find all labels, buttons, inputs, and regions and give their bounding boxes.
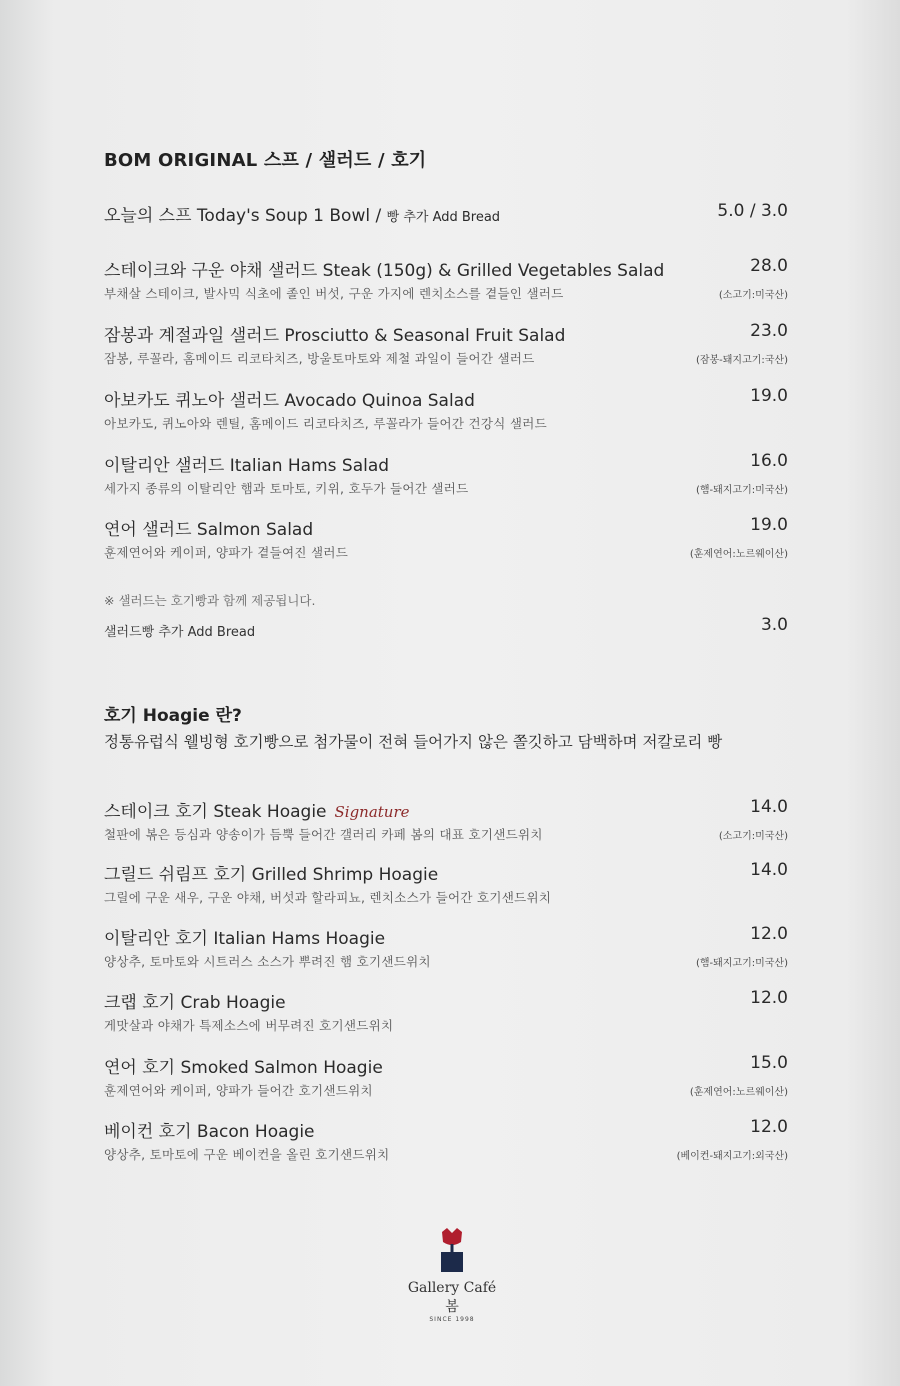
item-origin: (훈제연어:노르웨이산) bbox=[689, 1087, 788, 1098]
item-description: 양상추, 토마토에 구운 베이컨을 올린 호기샌드위치 bbox=[104, 1147, 390, 1162]
item-name-text: 스테이크 호기 Steak Hoagie bbox=[104, 802, 327, 822]
item-description: 잠봉, 루꼴라, 홈메이드 리코타치즈, 방울토마토와 제철 과일이 들어간 샐러드 bbox=[104, 351, 535, 366]
item-description: 그릴에 구운 새우, 구운 야채, 버섯과 할라피뇨, 렌치소스가 들어간 호기샌드위치 bbox=[104, 890, 552, 905]
item-description: 게맛살과 야채가 특제소스에 버무려진 호기샌드위치 bbox=[104, 1018, 394, 1033]
item-origin: (햄-돼지고기:미국산) bbox=[695, 958, 788, 969]
item-price: 23.0 bbox=[750, 321, 788, 341]
soup-name bbox=[104, 201, 500, 226]
menu-item bbox=[104, 515, 788, 565]
item-description: 철판에 볶은 등심과 양송이가 듬뿍 들어간 갤러리 카페 봄의 대표 호기샌드위치 bbox=[104, 827, 543, 842]
item-name: 크랩 호기 Crab Hoagie bbox=[104, 993, 286, 1013]
menu-item bbox=[104, 1117, 788, 1167]
menu-item bbox=[104, 924, 788, 974]
signature-tag: Signature bbox=[334, 803, 410, 821]
item-description: 아보카도, 퀴노아와 렌틸, 홈메이드 리코타치즈, 루꼴라가 들어간 건강식 샐러드 bbox=[104, 416, 548, 431]
item-price: 14.0 bbox=[750, 860, 788, 880]
cafe-logo bbox=[400, 1226, 504, 1323]
item-name: 스테이크와 구운 야채 샐러드 Steak (150g) & Grilled Vegetables Salad bbox=[104, 261, 665, 281]
item-price: 14.0 bbox=[750, 797, 788, 817]
item-origin: (햄-돼지고기:미국산) bbox=[695, 485, 788, 496]
item-name: 연어 호기 Smoked Salmon Hoagie bbox=[104, 1058, 383, 1078]
item-price: 12.0 bbox=[750, 988, 788, 1008]
item-price: 19.0 bbox=[750, 515, 788, 535]
item-price: 12.0 bbox=[750, 1117, 788, 1137]
menu-item bbox=[104, 321, 788, 371]
section-title: BOM ORIGINAL 스프 / 샐러드 / 호기 bbox=[104, 150, 427, 171]
item-description: 세가지 종류의 이탈리안 햄과 토마토, 키위, 호두가 들어간 샐러드 bbox=[104, 481, 469, 496]
logo-name: Gallery Café 봄 bbox=[407, 1280, 497, 1315]
item-origin: (소고기:미국산) bbox=[718, 290, 788, 301]
soup-price: 5.0 / 3.0 bbox=[717, 201, 788, 221]
item-description: 부채살 스테이크, 발사믹 식초에 졸인 버섯, 구운 가지에 렌치소스를 곁들인 샐러드 bbox=[104, 286, 564, 301]
item-price: 19.0 bbox=[750, 386, 788, 406]
item-name: 이탈리안 호기 Italian Hams Hoagie bbox=[104, 929, 386, 949]
item-name: 그릴드 쉬림프 호기 Grilled Shrimp Hoagie bbox=[104, 865, 439, 885]
menu-item bbox=[104, 797, 788, 847]
hoagie-intro-title: 호기 Hoagie 란? bbox=[104, 706, 242, 726]
tulip-icon bbox=[437, 1226, 467, 1274]
menu-item bbox=[104, 860, 788, 910]
menu-item bbox=[104, 451, 788, 501]
add-bread-price: 3.0 bbox=[760, 615, 788, 635]
soup-name-add-bread: 빵 추가 Add Bread bbox=[386, 210, 501, 225]
item-price: 15.0 bbox=[750, 1053, 788, 1073]
item-name bbox=[104, 797, 410, 822]
item-price: 16.0 bbox=[750, 451, 788, 471]
menu-item bbox=[104, 1053, 788, 1103]
logo-since: SINCE 1998 bbox=[429, 1316, 475, 1323]
item-description: 양상추, 토마토와 시트러스 소스가 뿌려진 햄 호기샌드위치 bbox=[104, 954, 431, 969]
item-origin: (소고기:미국산) bbox=[718, 831, 788, 842]
item-price: 28.0 bbox=[750, 256, 788, 276]
menu-item bbox=[104, 256, 788, 306]
hoagie-intro-description: 정통유럽식 웰빙형 호기빵으로 첨가물이 전혀 들어가지 않은 쫄깃하고 담백하며 저칼로리 빵 bbox=[104, 733, 723, 751]
salad-note: ※ 샐러드는 호기빵과 함께 제공됩니다. bbox=[104, 593, 316, 608]
item-name: 잠봉과 계절과일 샐러드 Prosciutto & Seasonal Fruit Salad bbox=[104, 326, 566, 346]
item-origin: (베이컨-돼지고기:외국산) bbox=[676, 1151, 788, 1162]
item-name: 베이컨 호기 Bacon Hoagie bbox=[104, 1122, 315, 1142]
item-name: 연어 샐러드 Salmon Salad bbox=[104, 520, 314, 540]
menu-item bbox=[104, 386, 788, 436]
item-name: 아보카도 퀴노아 샐러드 Avocado Quinoa Salad bbox=[104, 391, 475, 411]
soup-row bbox=[104, 201, 788, 231]
item-origin: (훈제연어:노르웨이산) bbox=[689, 549, 788, 560]
item-origin: (잠봉-돼지고기:국산) bbox=[695, 355, 788, 366]
add-bread-label: 샐러드빵 추가 Add Bread bbox=[104, 625, 256, 640]
soup-name-main: 오늘의 스프 Today's Soup 1 Bowl / bbox=[104, 206, 387, 226]
item-description: 훈제연어와 케이퍼, 양파가 들어간 호기샌드위치 bbox=[104, 1083, 373, 1098]
item-description: 훈제연어와 케이퍼, 양파가 곁들여진 샐러드 bbox=[104, 545, 349, 560]
item-name: 이탈리안 샐러드 Italian Hams Salad bbox=[104, 456, 390, 476]
item-price: 12.0 bbox=[750, 924, 788, 944]
menu-item bbox=[104, 988, 788, 1038]
